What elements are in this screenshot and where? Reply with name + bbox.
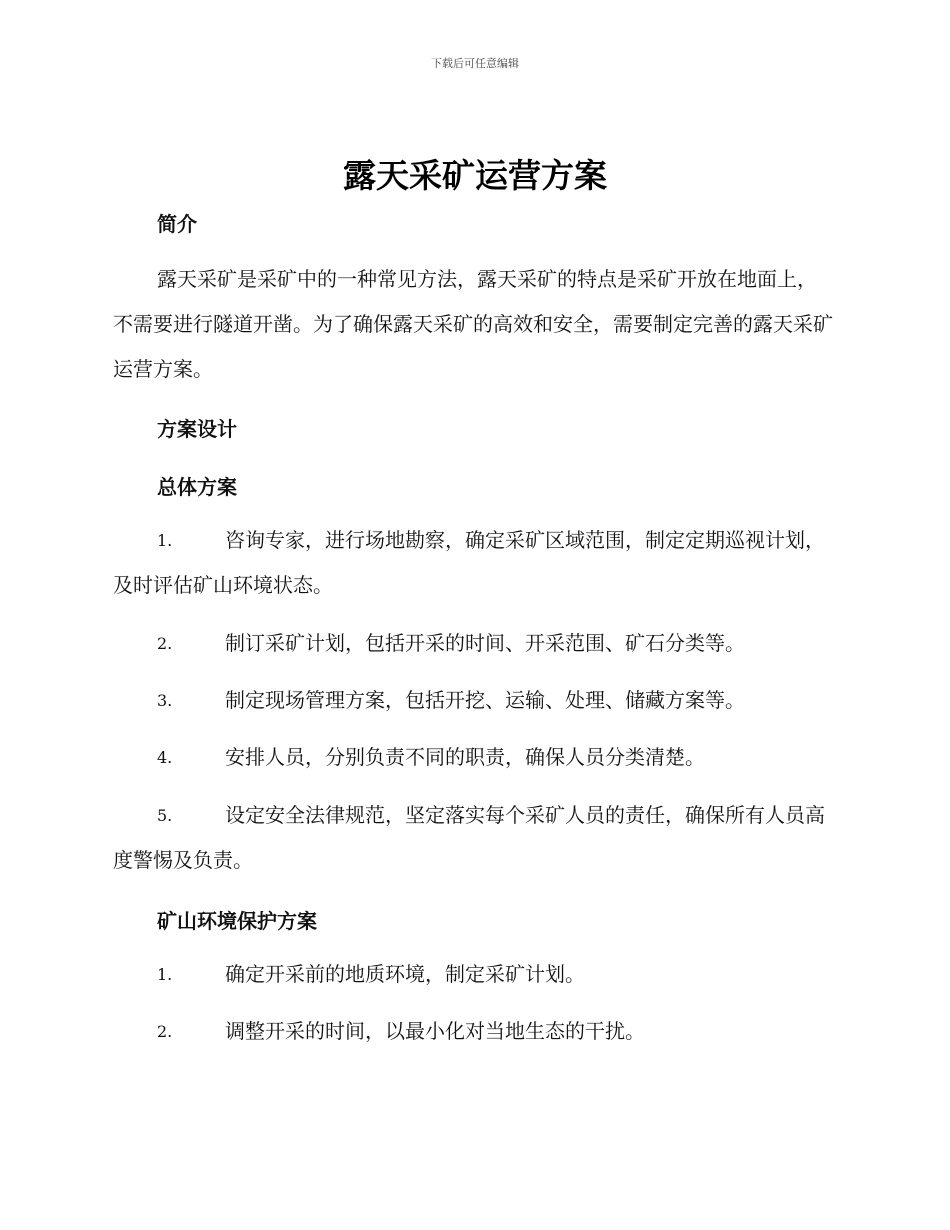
list-text: 确定开采前的地质环境，制定采矿计划。 [225,962,585,986]
list-text: 调整开采的时间，以最小化对当地生态的干扰。 [225,1019,645,1043]
list-number: 1. [157,531,173,550]
intro-text: 露天采矿是采矿中的一种常见方法，露天采矿的特点是采矿开放在地面上，不需要进行隧道开凿。为了确保露天采矿的高效和安全，需要制定完善的露天采矿运营方案。 [113,267,833,381]
list-number: 1. [157,965,173,984]
list-number: 4. [157,748,173,767]
list-number: 3. [157,691,173,710]
overall-item-4 [113,735,835,780]
list-text: 制定现场管理方案，包括开挖、运输、处理、储藏方案等。 [225,688,745,712]
list-number: 2. [157,1022,173,1041]
env-item-2 [113,1009,835,1054]
intro-paragraph [113,257,835,392]
overall-item-5 [113,793,835,883]
design-heading: 方案设计 [157,417,237,441]
env-heading: 矿山环境保护方案 [157,909,317,933]
overall-item-3 [113,678,835,723]
list-text: 设定安全法律规范，坚定落实每个采矿人员的责任，确保所有人员高度警惕及负责。 [113,803,825,872]
list-number: 5. [157,806,173,825]
intro-heading: 简介 [157,212,197,236]
list-text: 制订采矿计划，包括开采的时间、开采范围、矿石分类等。 [225,631,745,655]
overall-item-1 [113,518,835,608]
env-item-1 [113,952,835,997]
overall-item-2 [113,621,835,666]
header-note: 下载后可任意编辑 [431,57,519,70]
list-number: 2. [157,634,173,653]
document-title: 露天采矿运营方案 [343,156,607,195]
list-text: 安排人员，分别负责不同的职责，确保人员分类清楚。 [225,745,705,769]
list-text: 咨询专家，进行场地勘察，确定采矿区域范围，制定定期巡视计划，及时评估矿山环境状态。 [113,528,825,597]
overall-heading: 总体方案 [157,475,237,499]
